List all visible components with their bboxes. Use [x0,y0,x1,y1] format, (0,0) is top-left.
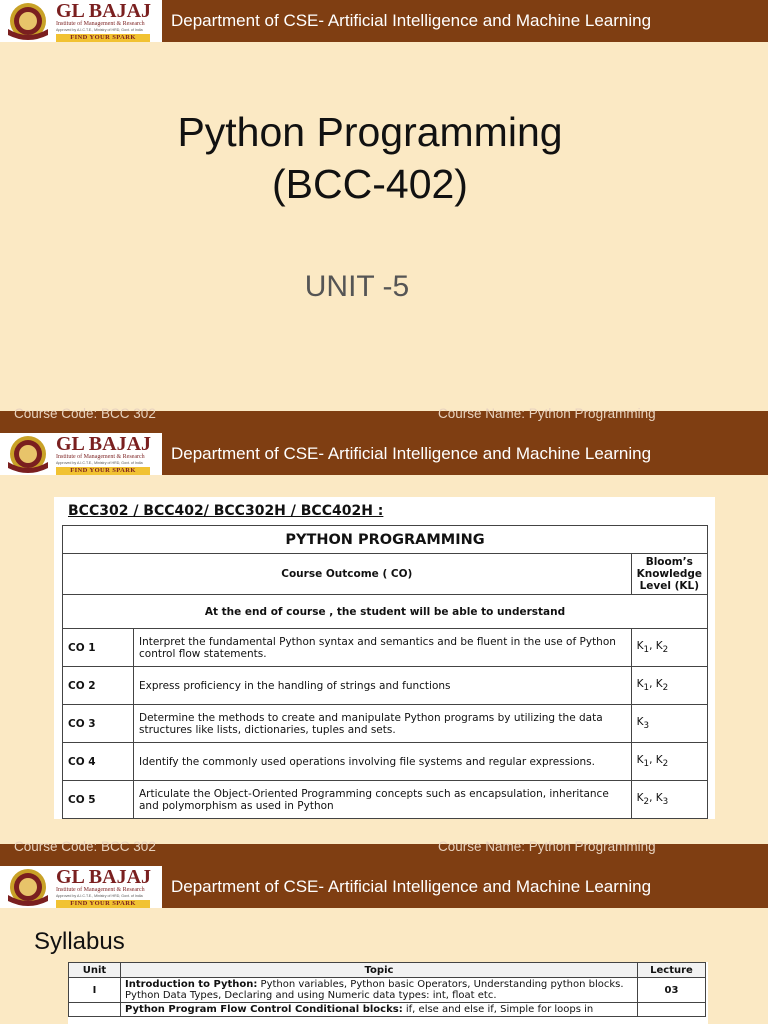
syllabus-topic [121,978,638,1003]
kl-a-sub: 1 [643,683,650,694]
kl-a-sub: 3 [643,721,650,732]
logo-tagline: FIND YOUR SPARK [56,467,150,475]
kl-b-sub: 2 [662,645,669,656]
syllabus-slide [0,866,768,1024]
syllabus-heading: Syllabus [34,928,125,955]
footer-course-code: Course Code: BCC 302 [14,839,156,854]
topic-text: if, else and else if, Simple for loops in [402,1004,594,1015]
department-title: Department of CSE- Artificial Intelligence and Machine Learning [162,866,768,908]
department-title: Department of CSE- Artificial Intelligence and Machine Learning [162,433,768,475]
college-seal-icon [4,1,52,41]
kl-a: K [636,715,644,728]
table-row [63,781,708,819]
syllabus-col-lecture: Lecture [638,963,706,978]
kl-a-sub: 1 [643,759,650,770]
syllabus-col-unit: Unit [69,963,121,978]
kl-a-sub: 1 [643,645,650,656]
co-text: Determine the methods to create and manipulate Python programs by utilizing the data structures like lists, dictionaries, tuples and sets. [134,705,632,743]
co-kl [631,705,707,743]
co-kl: $K_1$, $K_2$ [631,667,707,705]
college-logo [0,433,162,475]
slide-footer [0,839,768,866]
college-logo [0,866,162,908]
kl-b-sub: 2 [662,759,669,770]
title-slide [0,0,768,433]
co-id: CO 3 [63,705,134,743]
course-outcome-slide [0,433,768,866]
course-title [0,106,740,210]
unit-label: UNIT -5 [304,270,410,303]
table-row [63,705,708,743]
kl-b: K [655,639,663,652]
topic-heading: Introduction to Python: [125,979,258,990]
logo-approval: Approved by A.I.C.T.E., Ministry of HRD, Govt. of India [56,460,143,465]
logo-subtitle: Institute of Management & Research [56,886,145,893]
kl-b-sub: 3 [662,797,669,808]
topic-text: Python variables, Python basic Operators, Understanding python blocks. Python Data Types, Declaring and using Numeric data types: int, float etc. [125,979,624,1001]
course-title-line1: Python Programming [177,109,563,155]
syllabus-lecture [638,1003,706,1017]
syllabus-unit: I [69,978,121,1003]
logo-approval: Approved by A.I.C.T.E., Ministry of HRD, Govt. of India [56,893,143,898]
college-seal-icon [4,434,52,474]
co-subheading: At the end of course , the student will be able to understand [63,595,708,629]
co-id: CO 5 [63,781,134,819]
kl-b: K [655,677,663,690]
slide-header [0,866,768,908]
kl-b-sub: 2 [662,683,669,694]
co-column-kl: Bloom’s Knowledge Level (KL) [631,554,707,595]
slide-header [0,433,768,475]
footer-course-code: Course Code: BCC 302 [14,406,156,421]
syllabus-topic [121,1003,638,1017]
co-kl: $K_1$, $K_2$ [631,629,707,667]
college-logo [0,0,162,42]
syllabus-col-topic: Topic [121,963,638,978]
college-seal-icon [4,867,52,907]
logo-name: GL BAJAJ [56,0,152,22]
course-codes-heading: BCC302 / BCC402/ BCC302H / BCC402H : [68,503,384,519]
kl-b: K [655,753,663,766]
logo-approval: Approved by A.I.C.T.E., Ministry of HRD, Govt. of India [56,27,143,32]
co-id: CO 1 [63,629,134,667]
syllabus-table [68,962,706,1017]
co-column-outcome: Course Outcome ( CO) [63,554,632,595]
logo-name: GL BAJAJ [56,433,152,455]
syllabus-lecture: 03 [638,978,706,1003]
table-row [63,743,708,781]
slide-header [0,0,768,42]
co-id: CO 4 [63,743,134,781]
co-table-title: PYTHON PROGRAMMING [63,526,708,554]
kl-a: K [636,791,644,804]
slide-footer [0,406,768,433]
kl-a-sub: 2 [643,797,650,808]
kl-b: K [655,791,663,804]
footer-course-name: Course Name: Python Programming [438,406,656,421]
co-text: Articulate the Object-Oriented Programming concepts such as encapsulation, inheritance and polymorphism as used in Python [134,781,632,819]
table-row [69,1003,706,1017]
course-title-line2: (BCC-402) [272,161,468,207]
syllabus-image [68,962,708,1024]
kl-a: K [636,677,644,690]
kl-a: K [636,753,644,766]
co-text: Express proficiency in the handling of strings and functions [134,667,632,705]
course-outcome-table [62,525,708,819]
syllabus-unit [69,1003,121,1017]
logo-tagline: FIND YOUR SPARK [56,34,150,42]
kl-a: K [636,639,644,652]
logo-tagline: FIND YOUR SPARK [56,900,150,908]
co-kl: $K_2$, $K_3$ [631,781,707,819]
logo-subtitle: Institute of Management & Research [56,20,145,27]
logo-name: GL BAJAJ [56,866,152,888]
co-text: Identify the commonly used operations involving file systems and regular expressions. [134,743,632,781]
topic-heading: Python Program Flow Control Conditional blocks: [125,1004,403,1015]
table-row [63,667,708,705]
co-text: Interpret the fundamental Python syntax and semantics and be fluent in the use of Python control flow statements. [134,629,632,667]
co-kl: $K_1$, $K_2$ [631,743,707,781]
course-outcome-image [54,497,715,819]
footer-course-name: Course Name: Python Programming [438,839,656,854]
department-title: Department of CSE- Artificial Intelligence and Machine Learning [162,0,768,42]
logo-subtitle: Institute of Management & Research [56,453,145,460]
table-row [69,978,706,1003]
table-row [63,629,708,667]
co-id: CO 2 [63,667,134,705]
